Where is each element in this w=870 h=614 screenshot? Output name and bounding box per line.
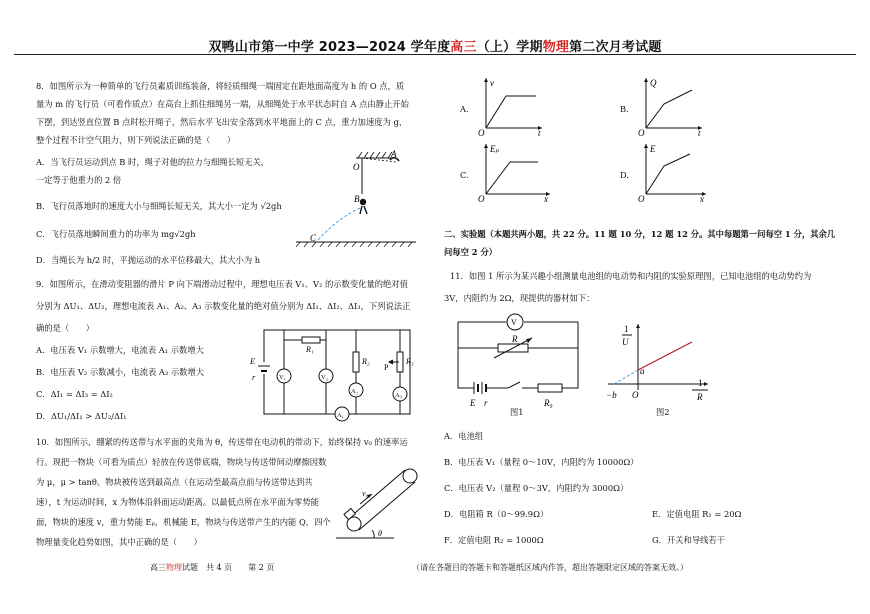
fig2-label-a: a	[640, 366, 645, 376]
title-exam: 第二次月考试题	[569, 40, 662, 55]
q9-label-r: r	[252, 372, 256, 382]
q9-line-1: 9．如图所示，在滑动变阻器的滑片 P 向下端滑动过程中，理想电压表 V₁、V₂ 的示数变化量的绝对值	[36, 279, 408, 289]
q10-label-v0: v₀	[362, 489, 369, 498]
footer-page-info	[150, 562, 274, 573]
graph-b-o: O	[638, 128, 645, 136]
section-2-line-1: 二、实验题（本题共两小题，共 22 分。11 题 10 分，12 题 12 分。其中每题第一问每空 1 分，其余几	[444, 229, 836, 239]
q9-option-b: B．电压表 V₂ 示数减小，电流表 A₃ 示数增大	[36, 367, 205, 377]
q9-label-p: P	[384, 363, 389, 372]
q11-fig1-circuit	[452, 312, 584, 420]
q11-fig2-caption: 图2	[656, 407, 670, 417]
q10-belt-figure	[334, 466, 424, 546]
q9-label-v1: V₁	[279, 374, 286, 381]
q8-label-a: A	[391, 149, 397, 159]
q8-label-b: B	[354, 194, 360, 204]
footer-grade: 高三	[150, 563, 166, 572]
title-school: 双鸭山市第一中学 2023—2024 学年度	[208, 40, 451, 55]
graph-b-label: B.	[620, 104, 629, 114]
q10-line-4: 速），t 为运动时间，x 为物体沿斜面运动距离。以最低点所在水平面为零势能	[36, 497, 319, 507]
graph-c-y: Eₚ	[490, 144, 500, 154]
fig2-x-num: 1	[698, 378, 703, 388]
footer-notice: （请在各题目的答题卡和答题纸区域内作答，超出答题限定区域的答案无效。）	[412, 563, 688, 572]
q8-option-a-1: A．当飞行员运动到点 B 时，绳子对他的拉力与细绳长短无关，	[36, 157, 270, 167]
fig2-y-den: U	[622, 337, 629, 347]
footer-pages: 试题 共 4 页 第 2 页	[182, 563, 275, 572]
graph-d-label: D.	[620, 170, 629, 180]
fig1-label-r0: R₀	[544, 398, 553, 408]
fig1-label-r: R	[512, 334, 518, 344]
graph-c	[476, 140, 554, 202]
title-subject: 物理	[542, 40, 570, 55]
q10-line-6: 物理量变化趋势如图，其中正确的是（ ）	[36, 537, 202, 547]
q10-line-1: 10．如图所示，绷紧的传送带与水平面的夹角为 θ，传送带在电动机的带动下，始终保持 v₀ 的速率运	[36, 437, 408, 447]
graph-a-y: v	[490, 78, 494, 88]
section-2-line-2: 问每空 2 分）	[444, 247, 498, 257]
q9-label-r2: R₂	[362, 357, 370, 366]
graph-c-o: O	[478, 194, 485, 202]
q9-label-e: E	[250, 356, 256, 366]
q9-label-v2: V₂	[321, 374, 328, 381]
fig2-x-den: R	[697, 392, 703, 402]
q11-item-g: G．开关和导线若干	[652, 535, 726, 545]
q11-item-c: C．电压表 V₂（量程 0～3V，内阻约为 3000Ω）	[444, 483, 629, 493]
fig1-label-e: E	[470, 398, 476, 408]
q11-item-f: F．定值电阻 R₂ = 1000Ω	[444, 535, 544, 545]
q9-label-r3: R₃	[406, 357, 414, 366]
graph-c-x: x	[544, 194, 548, 202]
q11-fig2-graph	[604, 318, 714, 404]
graph-d-y: E	[650, 144, 656, 154]
q11-item-d: D．电阻箱 R（0～99.9Ω）	[444, 509, 549, 519]
q9-circuit	[248, 322, 422, 424]
q11-line-2: 3V，内阻约为 2Ω，现提供的器材如下：	[444, 293, 595, 303]
q9-label-a2: A₂	[351, 388, 358, 395]
q11-line-1: 11．如图 1 所示为某兴趣小组测量电池组的电动势和内阻的实验原理图，已知电池组的电动势约为	[450, 271, 812, 281]
graph-b-x: t	[698, 128, 701, 136]
q8-option-b: B．飞行员落地时的速度大小与细绳长短无关，其大小一定为 √2gh	[36, 201, 282, 211]
q10-line-3: 为 μ，μ > tanθ。物块被传送到最高点（在运动至最高点前与传送带达到共	[36, 477, 313, 487]
q9-line-2: 分别为 ΔU₁、ΔU₂，理想电流表 A₁、A₂、A₃ 示数变化量的绝对值分别为 ΔI₁、ΔI₂、ΔI₃，下列说法正	[36, 301, 411, 311]
graph-c-label: C.	[460, 170, 469, 180]
q9-option-c: C．ΔI₁ = ΔI₃ = ΔI₂	[36, 389, 113, 399]
graph-d	[636, 140, 710, 202]
fig2-label-neg-b: −b	[606, 390, 617, 400]
q10-line-2: 行。现把一物块（可看为质点）轻放在传送带底端，物块与传送带间动摩擦因数	[36, 457, 327, 467]
q9-option-d: D．ΔU₁/ΔI₁ > ΔU₂/ΔI₁	[36, 411, 127, 421]
graph-d-o: O	[638, 194, 645, 202]
q8-option-c: C．飞行员落地瞬间重力的功率为 mg√2gh	[36, 229, 196, 239]
graph-b-y: Q	[650, 78, 657, 88]
fig1-label-r-internal: r	[484, 398, 488, 408]
footer-subject: 物理	[166, 563, 182, 572]
q9-line-3: 确的是（ ）	[36, 323, 95, 333]
q10-label-theta: θ	[378, 529, 382, 538]
q8-line-4: 整个过程不计空气阻力，则下列说法正确的是（ ）	[36, 135, 236, 145]
graph-a	[476, 74, 546, 136]
q8-line-1: 8．如图所示为一种简单的飞行员素质训练装备，将轻质细绳一端固定在距地面高度为 h 的 O 点，质	[36, 81, 405, 91]
fig2-y-num: 1	[624, 324, 629, 334]
q11-item-b: B．电压表 V₁（量程 0～10V，内阻约为 10000Ω）	[444, 457, 639, 467]
title-term: （上）学期	[476, 40, 543, 55]
page-title	[0, 36, 870, 55]
graph-b	[636, 74, 706, 136]
fig1-label-v: V	[511, 318, 517, 327]
q10-line-5: 面，物块的速度 v，重力势能 Eₚ，机械能 E，物块与传送带产生的内能 Q，四个	[36, 517, 331, 527]
q9-label-a1: A₁	[337, 412, 344, 419]
q8-line-2: 量为 m 的飞行员（可看作质点）在高台上抓住细绳另一端，从细绳处于水平状态时自 A 点由静止开始	[36, 99, 409, 109]
graph-a-x: t	[538, 128, 541, 136]
q8-option-d: D．当绳长为 h/2 时，平抛运动的水平位移最大，其大小为 h	[36, 255, 261, 265]
title-grade: 高三	[450, 40, 477, 55]
q8-label-c: C	[310, 233, 317, 243]
graph-d-x: x	[700, 194, 704, 202]
q9-option-a: A．电压表 V₁ 示数增大，电流表 A₁ 示数增大	[36, 345, 204, 355]
q11-item-e: E．定值电阻 R₁ = 20Ω	[652, 509, 742, 519]
q8-line-3: 下摆，到达竖直位置 B 点时松开绳子，然后水平飞出安全落到水平地面上的 C 点，重力加速度为 g，	[36, 117, 408, 127]
graph-a-o: O	[478, 128, 485, 136]
q9-label-a3: A₃	[395, 392, 402, 399]
graph-a-label: A.	[460, 104, 469, 114]
q8-option-a-2: 一定等于他重力的 2 倍	[36, 175, 122, 185]
q9-label-r1: R₁	[306, 345, 314, 354]
q11-item-a: A．电池组	[444, 431, 484, 441]
q11-fig1-caption: 图1	[510, 407, 524, 417]
q8-figure	[292, 148, 420, 248]
q8-label-o: O	[353, 162, 360, 172]
header-divider	[14, 54, 856, 55]
fig2-label-o: O	[632, 390, 639, 400]
